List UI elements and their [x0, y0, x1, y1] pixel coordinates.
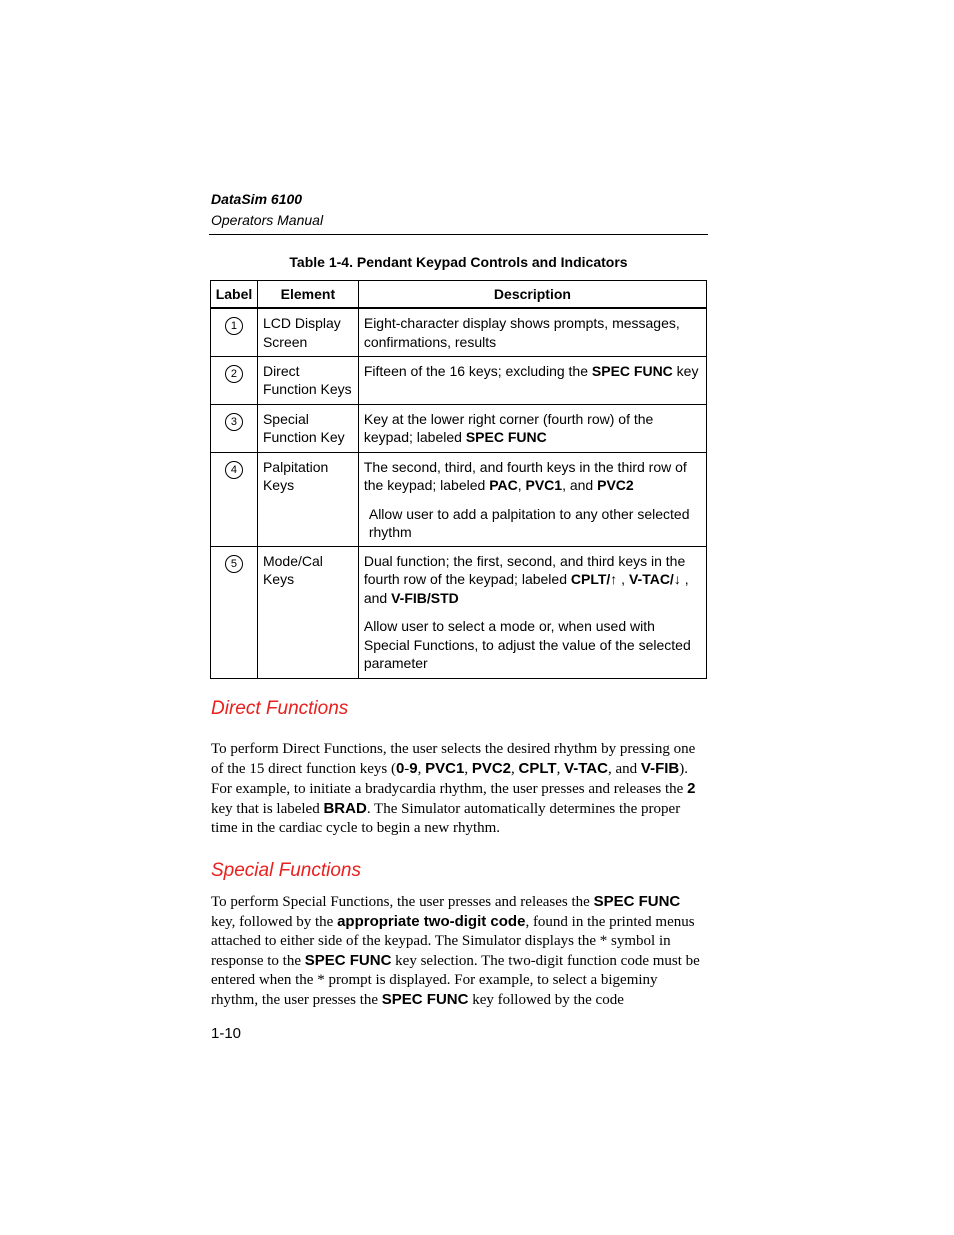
description-text: Fifteen of the 16 keys; excluding the	[363, 362, 592, 379]
circled-number: 5	[225, 555, 243, 573]
table-row	[211, 308, 707, 356]
key-name: V-FIB	[640, 760, 680, 777]
element-line: Direct	[262, 362, 300, 379]
description-cell	[358, 452, 706, 546]
element-line: Screen	[262, 333, 308, 350]
element-line: Special	[262, 410, 309, 427]
page-number: 1-10	[211, 1025, 242, 1042]
body-text: ,	[556, 761, 565, 777]
row-label-cell	[211, 546, 258, 678]
body-text: key followed by the code	[468, 992, 624, 1008]
body-text: ,	[511, 761, 519, 777]
table-row	[211, 452, 707, 546]
column-header-element: Element	[257, 281, 358, 309]
element-line: Keys	[262, 571, 295, 587]
key-name: PVC1	[425, 760, 465, 777]
description-paragraph	[364, 552, 701, 608]
circled-number: 4	[225, 461, 243, 479]
key-name: SPEC FUNC	[381, 991, 469, 1008]
separator-text: , and	[363, 571, 689, 606]
body-text: To perform Special Functions, the user presses and releases the	[211, 894, 594, 910]
key-name: 9	[409, 760, 418, 777]
element-line: Mode/Cal	[262, 552, 323, 569]
body-text: To perform Direct Functions, the user selects the desired rhythm by pressing one of the 15 direct function keys (	[211, 741, 696, 777]
key-name: V-FIB/STD	[391, 589, 459, 606]
key-name: 2	[687, 780, 696, 797]
element-line: Function Keys	[262, 381, 352, 397]
description-note: Allow user to add a palpitation to any other selected rhythm	[368, 505, 690, 540]
key-name: CPLT	[518, 760, 557, 777]
circled-number: 3	[225, 413, 243, 431]
key-name: PVC2	[471, 760, 512, 777]
body-text: . The Simulator automatically determines the proper time in the cardiac cycle to begin a new rhythm.	[211, 801, 681, 836]
separator-text: , and	[562, 477, 598, 493]
table-row	[211, 404, 707, 452]
key-name: SPEC FUNC	[465, 429, 547, 445]
manual-title: DataSim 6100	[211, 191, 303, 207]
element-cell	[257, 404, 358, 452]
element-line: LCD Display	[262, 315, 341, 331]
body-text: ,	[417, 761, 426, 777]
header-divider	[209, 234, 708, 235]
special-functions-paragraph	[211, 892, 708, 1010]
description-text: The second, third, and fourth keys in the third row of the keypad; labeled	[363, 458, 687, 493]
section-heading-special-functions: Special Functions	[211, 860, 361, 881]
key-name: PVC1	[525, 477, 563, 493]
key-name: CPLT/↑	[570, 571, 618, 587]
key-name: SPEC FUNC	[591, 362, 673, 379]
description-text: key	[672, 362, 699, 379]
circled-number: 2	[225, 365, 243, 383]
element-line: Function Key	[262, 429, 345, 445]
body-text: ). For example, to initiate a bradycardia rhythm, the user presses and releases the	[211, 761, 688, 797]
body-text: key, followed by the	[211, 914, 338, 930]
description-cell	[358, 308, 706, 356]
element-line: Palpitation	[262, 458, 329, 475]
emphasis-text: appropriate two-digit code	[337, 913, 526, 930]
element-cell	[257, 452, 358, 546]
description-text: Dual function; the first, second, and third keys in the fourth row of the keypad; labeled	[363, 552, 686, 587]
table-caption: Table 1-4. Pendant Keypad Controls and Indicators	[289, 254, 628, 270]
body-text: , found in the printed menus attached to either side of the keypad. The Simulator displays the * symbol in response to the	[211, 914, 695, 969]
description-text: Key at the lower right corner (fourth row) of the keypad; labeled	[363, 410, 654, 445]
body-text: , and	[607, 761, 641, 777]
row-label-cell	[211, 452, 258, 546]
body-text: key that is labeled	[211, 801, 324, 817]
key-name: PVC2	[597, 477, 634, 493]
description-cell	[358, 546, 706, 678]
key-name: BRAD	[323, 800, 367, 817]
body-text: -	[404, 761, 410, 777]
section-heading-direct-functions: Direct Functions	[211, 698, 349, 719]
manual-subtitle: Operators Manual	[211, 212, 324, 228]
column-header-description: Description	[358, 281, 706, 309]
table-row	[211, 356, 707, 404]
element-cell	[257, 356, 358, 404]
key-name: V-TAC	[564, 760, 608, 777]
body-text: ,	[464, 761, 472, 777]
description-note: Allow user to select a mode or, when used with Special Functions, to adjust the value of the selected parameter	[363, 618, 691, 671]
key-name: V-TAC/↓	[628, 571, 681, 587]
direct-functions-paragraph	[211, 740, 708, 838]
key-name: 0	[395, 760, 405, 777]
description-cell	[358, 404, 706, 452]
circled-number: 1	[225, 317, 243, 335]
description-paragraph	[364, 458, 701, 495]
separator-text: ,	[517, 477, 526, 493]
column-header-label: Label	[211, 281, 258, 309]
row-label-cell	[211, 308, 258, 356]
row-label-cell	[211, 404, 258, 452]
row-label-cell	[211, 356, 258, 404]
table-row	[211, 546, 707, 678]
description-text: Eight-character display shows prompts, messages, confirmations, results	[363, 315, 680, 350]
element-cell	[257, 546, 358, 678]
keypad-controls-table	[210, 280, 707, 679]
body-text: key selection. The two-digit function code must be entered when the * prompt is displayed. For example, to select a bigeminy rhythm, the user presses the	[211, 953, 700, 1008]
element-line: Keys	[262, 477, 295, 493]
description-cell	[358, 356, 706, 404]
key-name: PAC	[489, 477, 518, 493]
table-header-row	[211, 281, 707, 309]
element-cell	[257, 308, 358, 356]
key-name: SPEC FUNC	[304, 952, 392, 969]
separator-text: ,	[617, 571, 629, 587]
key-name: SPEC FUNC	[593, 893, 681, 910]
